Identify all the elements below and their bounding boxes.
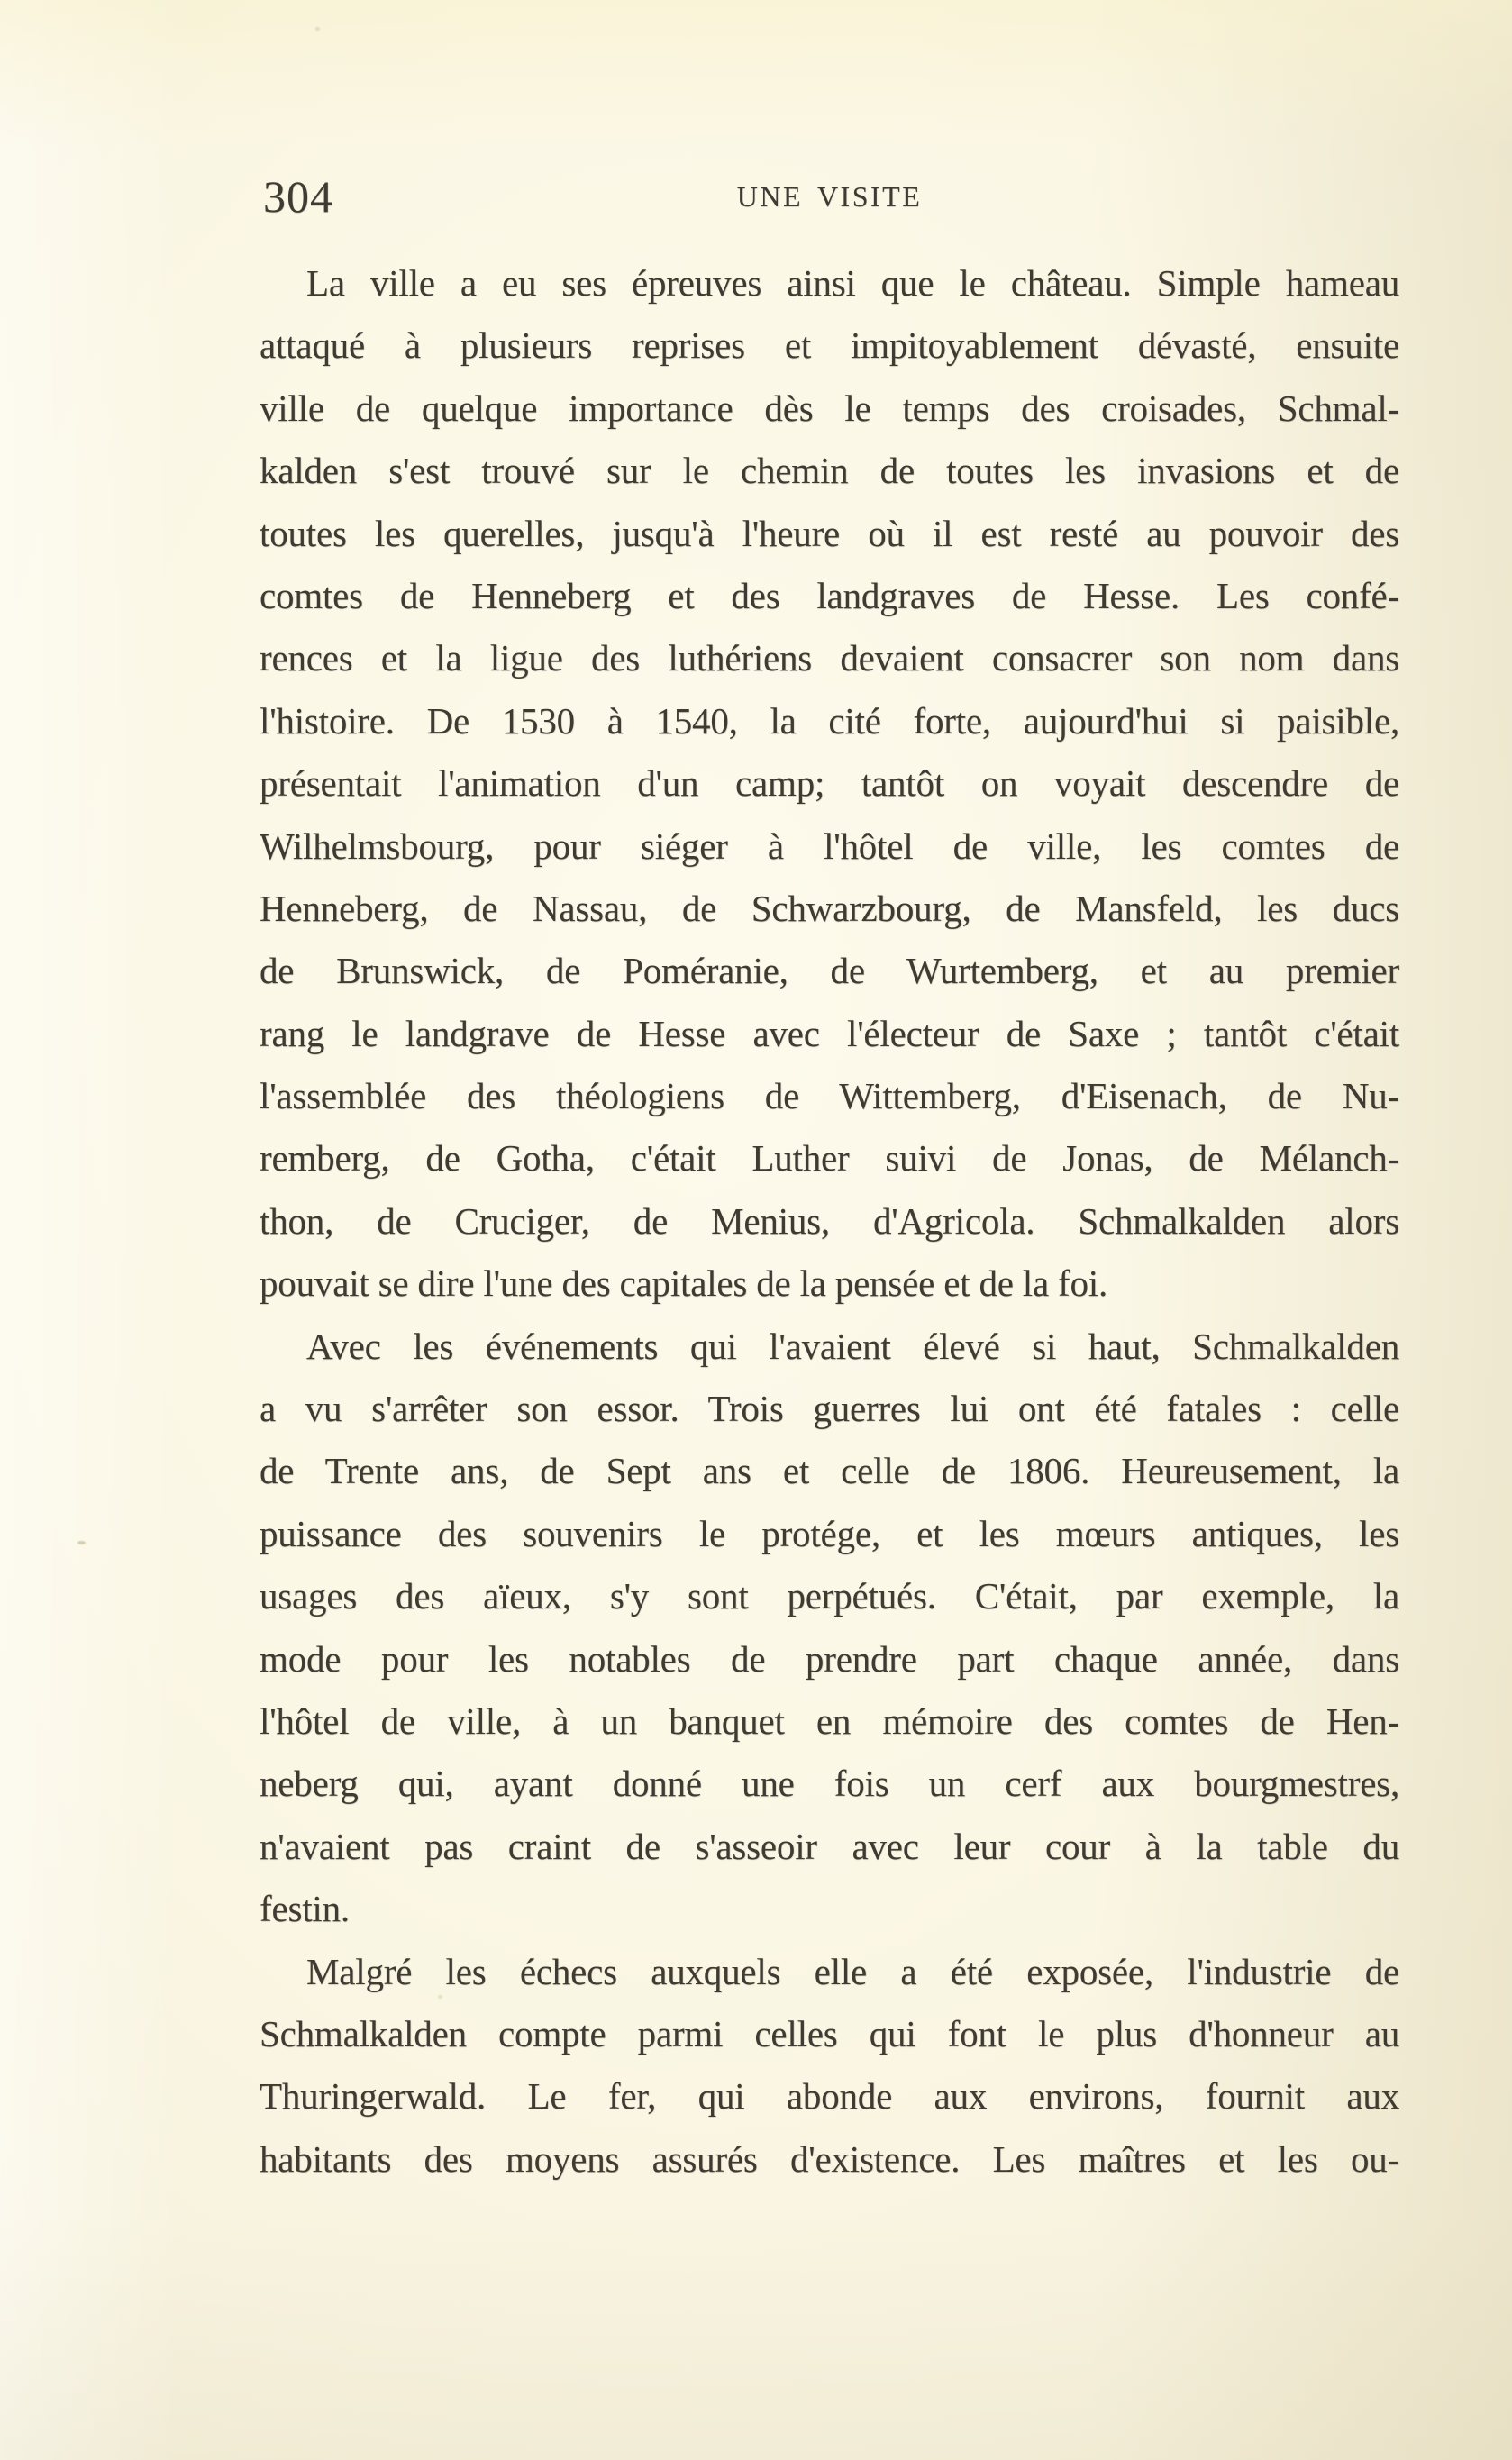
text-line: rang le landgrave de Hesse avec l'électeur de Saxe ; tantôt c'était xyxy=(260,1012,1399,1054)
text-line: n'avaient pas craint de s'asseoir avec leur cour à la table du xyxy=(260,1825,1399,1867)
text-line: Avec les événements qui l'avaient élevé si haut, Schmalkalden xyxy=(306,1325,1399,1367)
text-line: thon, de Cruciger, de Menius, d'Agricola. Schmalkalden alors xyxy=(260,1199,1399,1242)
text-line: La ville a eu ses épreuves ainsi que le château. Simple hameau xyxy=(306,262,1399,304)
text-line: ville de quelque importance dès le temps des croisades, Schmal- xyxy=(260,387,1399,429)
text-line: Malgré les échecs auxquels elle a été exposée, l'industrie de xyxy=(306,1950,1399,1992)
body-text xyxy=(260,252,1399,2191)
text-line: kalden s'est trouvé sur le chemin de toutes les invasions et de xyxy=(260,450,1399,492)
text-line: usages des aïeux, s'y sont perpétués. C'était, par exemple, la xyxy=(260,1575,1399,1617)
text-line: a vu s'arrêter son essor. Trois guerres lui ont été fatales : celle xyxy=(260,1388,1399,1430)
text-line: rences et la ligue des luthériens devaient consacrer son nom dans xyxy=(260,637,1399,679)
text-line: Henneberg, de Nassau, de Schwarzbourg, de Mansfeld, les ducs xyxy=(260,887,1399,929)
text-line: Wilhelmsbourg, pour siéger à l'hôtel de ville, les comtes de xyxy=(260,825,1399,867)
paper-speck xyxy=(77,1541,86,1544)
text-line: puissance des souvenirs le protége, et les mœurs antiques, les xyxy=(260,1512,1399,1554)
text-line: neberg qui, ayant donné une fois un cerf aux bourgmestres, xyxy=(260,1763,1399,1805)
text-line: Schmalkalden compte parmi celles qui font le plus d'honneur au xyxy=(260,2012,1399,2055)
paper-speck xyxy=(315,27,320,31)
text-line: l'hôtel de ville, à un banquet en mémoire des comtes de Hen- xyxy=(260,1699,1399,1742)
text-line: pouvait se dire l'une des capitales de la pensée et de la foi. xyxy=(260,1262,1108,1305)
text-line: habitants des moyens assurés d'existence. Les maîtres et les ou- xyxy=(260,2137,1399,2180)
text-line: de Trente ans, de Sept ans et celle de 1806. Heureusement, la xyxy=(260,1450,1399,1492)
text-line: de Brunswick, de Poméranie, de Wurtemberg, et au premier xyxy=(260,950,1399,992)
text-line: Thuringerwald. Le fer, qui abonde aux environs, fournit aux xyxy=(260,2075,1399,2118)
text-line: l'assemblée des théologiens de Wittemberg, d'Eisenach, de Nu- xyxy=(260,1075,1399,1117)
running-header: UNE VISITE xyxy=(736,180,923,213)
text-line: remberg, de Gotha, c'était Luther suivi de Jonas, de Mélanch- xyxy=(260,1137,1399,1180)
text-line: mode pour les notables de prendre part chaque année, dans xyxy=(260,1637,1399,1680)
page-number: 304 xyxy=(263,171,333,222)
text-line: l'histoire. De 1530 à 1540, la cité forte, aujourd'hui si paisible, xyxy=(260,699,1399,742)
text-line: toutes les querelles, jusqu'à l'heure où il est resté au pouvoir des xyxy=(260,512,1399,554)
text-line: festin. xyxy=(260,1888,350,1930)
text-line: présentait l'animation d'un camp; tantôt on voyait descendre de xyxy=(260,762,1399,805)
text-line: attaqué à plusieurs reprises et impitoyablement dévasté, ensuite xyxy=(260,324,1399,367)
text-line: comtes de Henneberg et des landgraves de Hesse. Les confé- xyxy=(260,574,1399,616)
